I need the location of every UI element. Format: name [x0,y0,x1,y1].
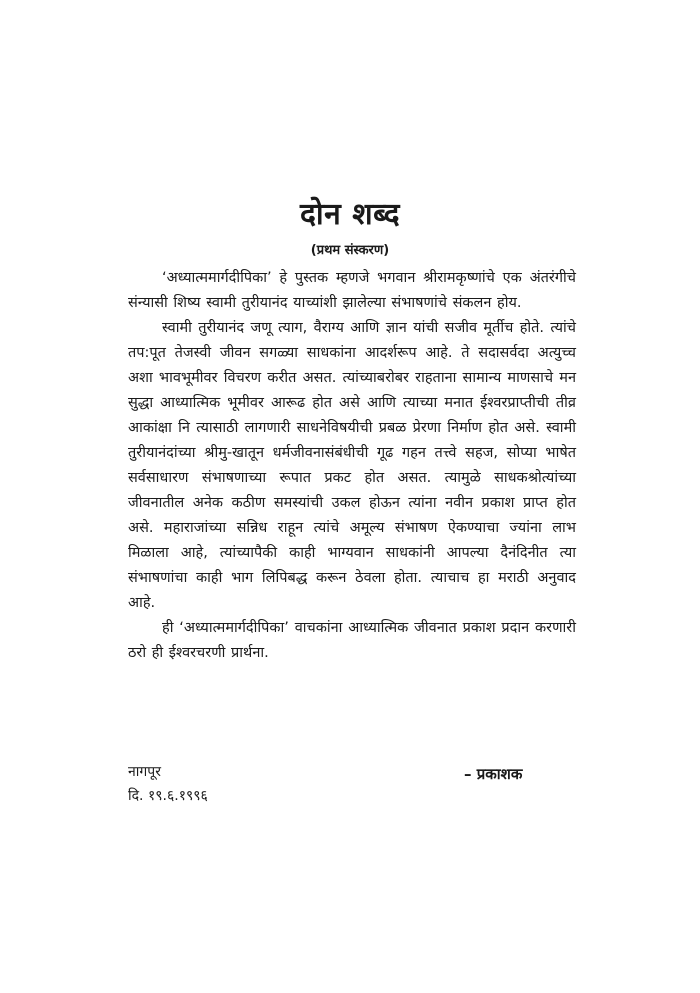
date-text: दि. १९.६.१९९६ [128,788,208,804]
place-and-date [128,760,208,808]
paragraph-3: ही ‘अध्यात्ममार्गदीपिका’ वाचकांना आध्यात्मिक जीवनात प्रकाश प्रदान करणारी ठरो ही ईश्वरचरणी प्रार्थना. [128,620,576,661]
body-text [128,266,576,666]
paragraph-1: ‘अध्यात्ममार्गदीपिका’ हे पुस्तक म्हणजे भगवान श्रीरामकृष्णांचे एक अंतरंगीचे संन्यासी शिष्य स्वामी तुरीयानंद याच्यांशी झालेल्या संभाषणांचे संकलन होय. [128,270,576,311]
page-title: दोन शब्द [299,197,401,232]
publisher-signature: – प्रकाशक [464,765,523,783]
place-text: नागपूर [128,764,161,780]
paragraph-2: स्वामी तुरीयानंद जणू त्याग, वैराग्य आणि ज्ञान यांची सजीव मूर्तीच होते. त्यांचे तप:पूत तेजस्वी जीवन सगळ्या साधकांना आदर्शरूप आहे. ते सदासर्वदा अत्युच्च अशा भावभूमीवर विचरण करीत असत. त्यांच्याबरोबर राहताना सामान्य माणसाचे मन सुद्धा आध्यात्मिक भूमीवर आरूढ होत असे आणि त्याच्या मनात ईश्वरप्राप्तीची तीव्र आकांक्षा नि त्यासाठी लागणारी साधनेविषयीची प्रबळ प्रेरणा निर्माण होत असे. स्वामी तुरीयानंदांच्या श्रीमु-खातून धर्मजीवनासंबंधीची गूढ गहन तत्त्वे सहज, सोप्या भाषेत सर्वसाधारण संभाषणाच्या रूपात प्रकट होत असत. त्यामुळे साधकश्रोत्यांच्या जीवनातील अनेक कठीण समस्यांची उकल होऊन त्यांना नवीन प्रकाश प्राप्त होत असे. महाराजांच्या सन्निध राहून त्यांचे अमूल्य संभाषण ऐकण्याचा ज्यांना लाभ मिळाला आहे, त्यांच्यापैकी काही भाग्यवान साधकांनी आपल्या दैनंदिनीत त्या संभाषणांचा काही भाग लिपिबद्ध करून ठेवला होता. त्याचाच हा मराठी अनुवाद आहे. [128,320,576,611]
edition-subtitle: (प्रथम संस्करण) [310,243,390,258]
